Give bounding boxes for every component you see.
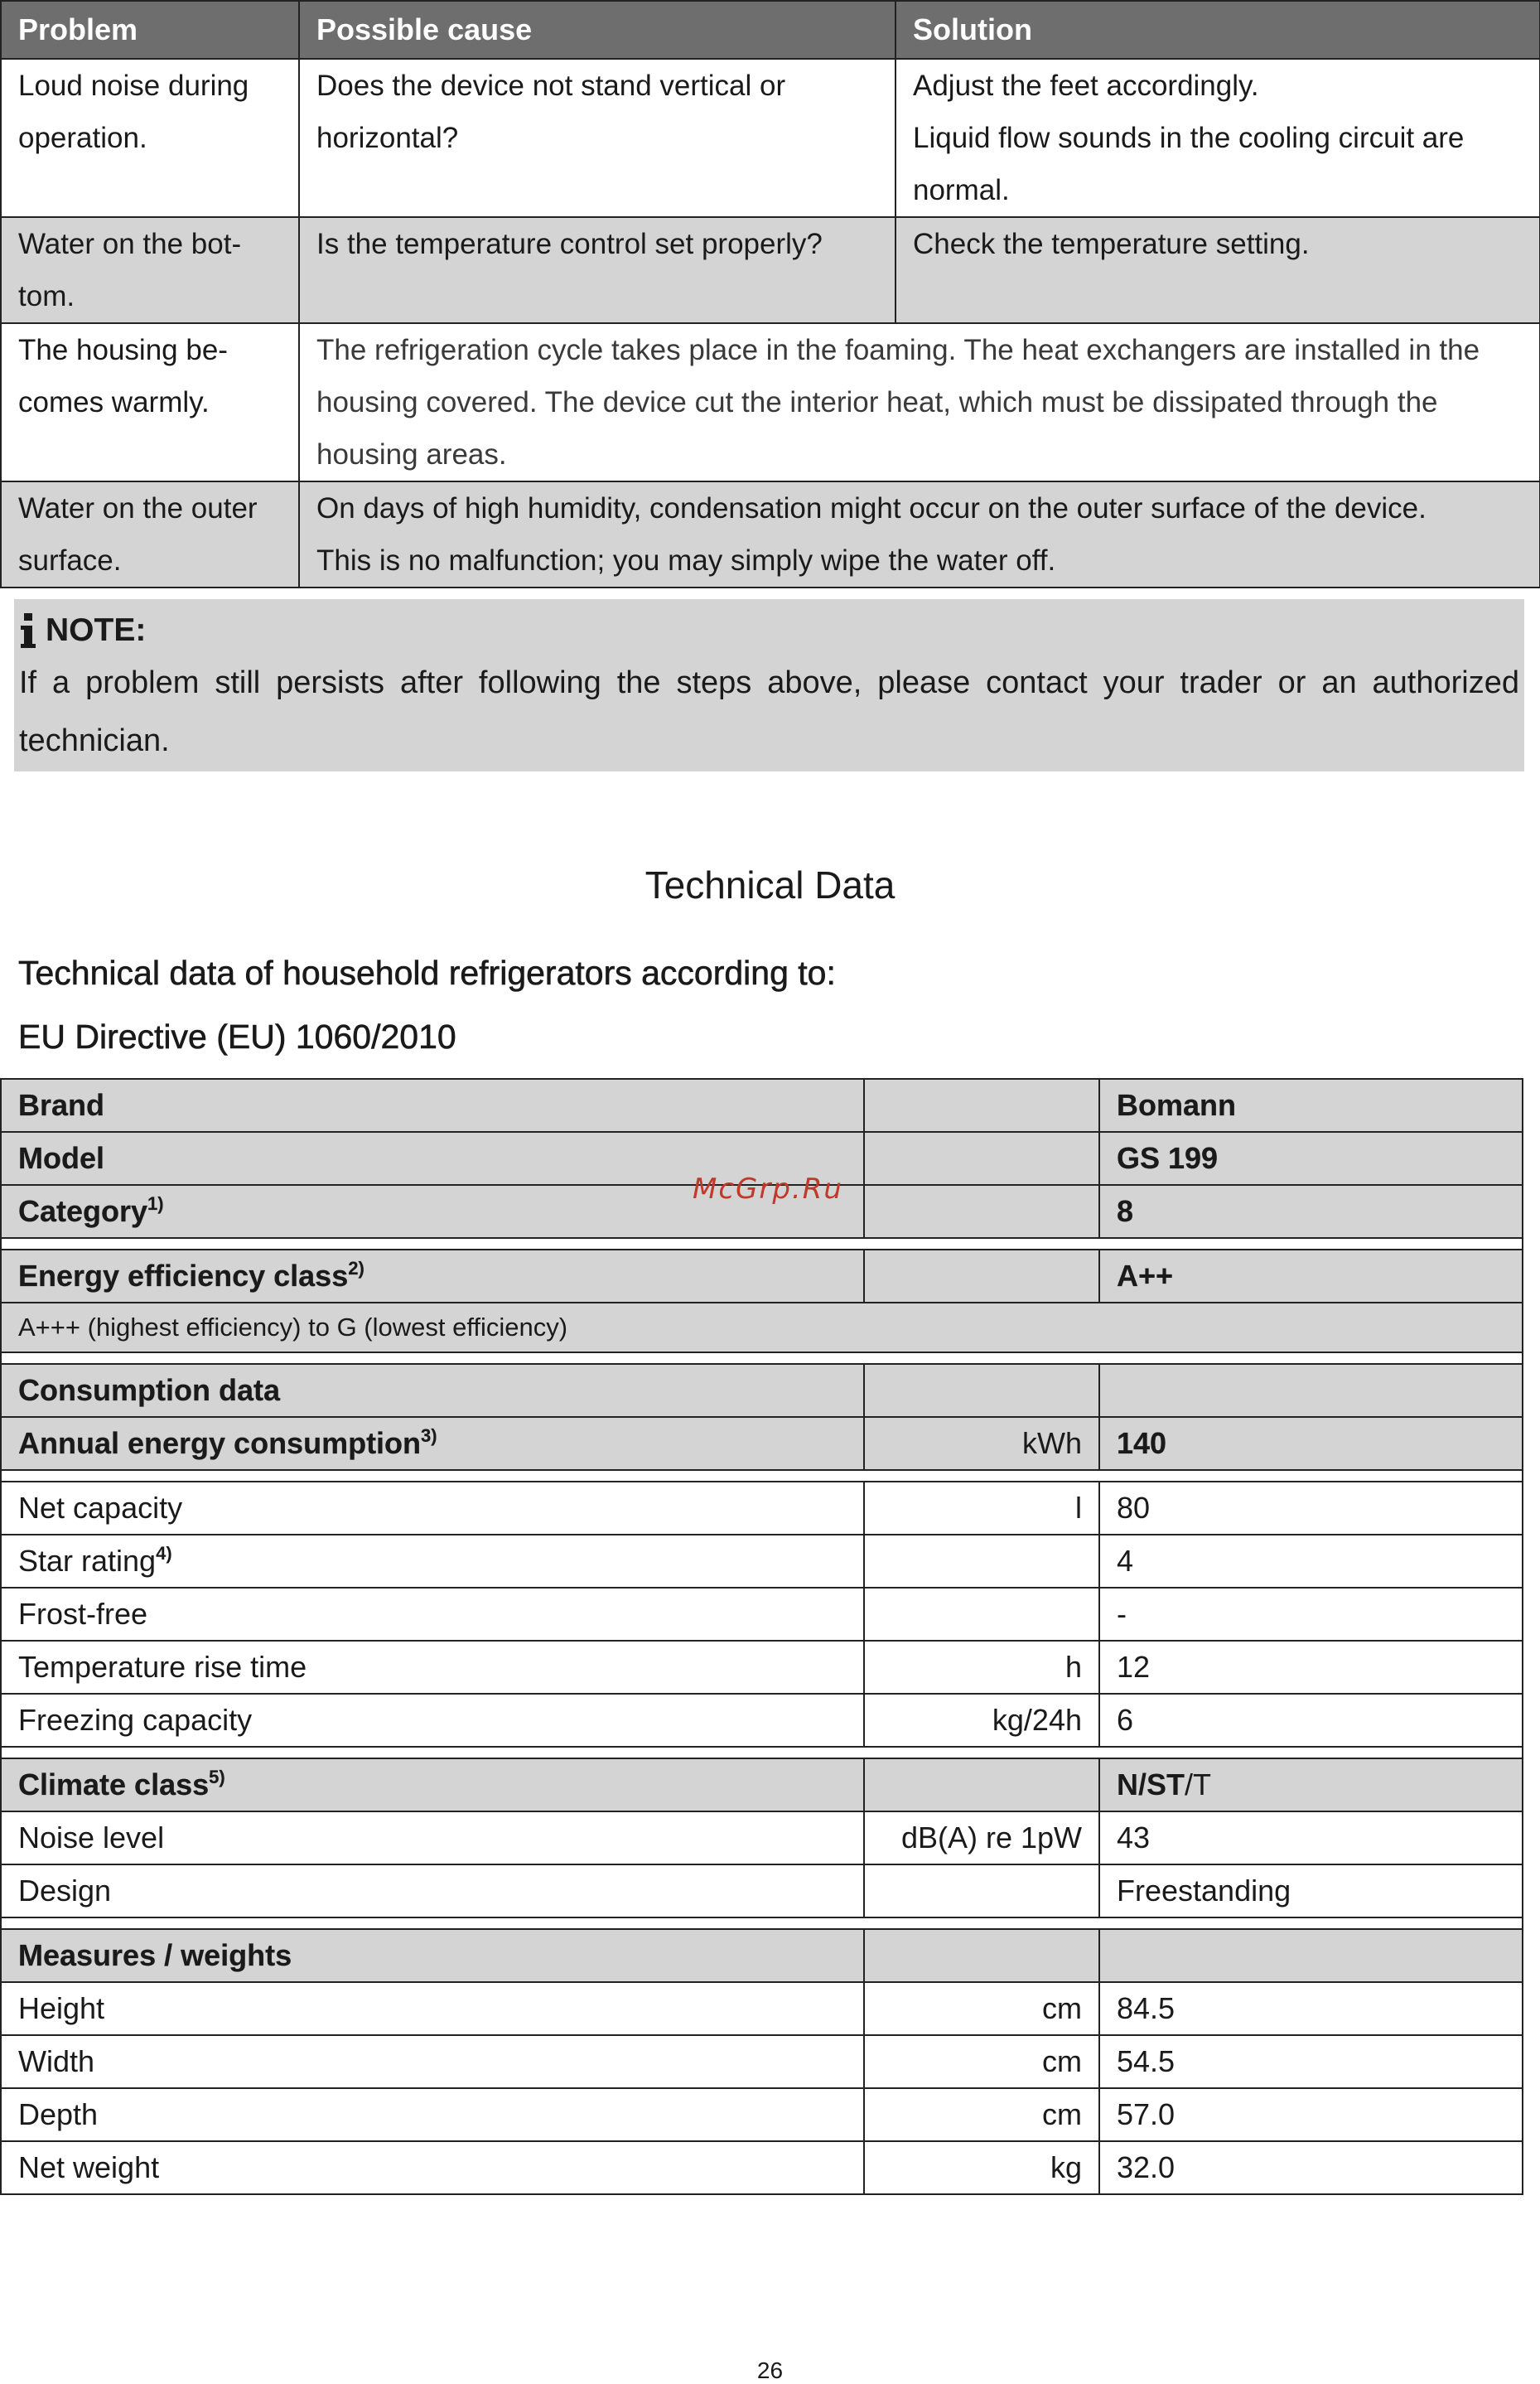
table-row bbox=[1, 481, 1540, 588]
unit-cell: cm bbox=[864, 2088, 1099, 2141]
table-header-row bbox=[1, 1, 1540, 59]
label-cell: Freezing capacity bbox=[1, 1694, 864, 1747]
table-row bbox=[1, 2141, 1523, 2194]
row-separator bbox=[1, 1352, 1523, 1364]
label-cell: Design bbox=[1, 1864, 864, 1917]
value-cell bbox=[1099, 1364, 1523, 1417]
value-cell: GS 199 bbox=[1099, 1132, 1523, 1185]
table-row bbox=[1, 323, 1540, 481]
unit-cell bbox=[864, 1929, 1099, 1982]
unit-cell bbox=[864, 1535, 1099, 1588]
table-row bbox=[1, 2088, 1523, 2141]
value-cell bbox=[1099, 1758, 1523, 1811]
problem-cell: Water on the bot-tom. bbox=[1, 217, 299, 323]
value-cell: - bbox=[1099, 1588, 1523, 1641]
explanation-line: On days of high humidity, condensation might occur on the outer surface of the device. bbox=[316, 492, 1427, 525]
label-cell: Depth bbox=[1, 2088, 864, 2141]
value-cell: 6 bbox=[1099, 1694, 1523, 1747]
value-cell: 43 bbox=[1099, 1811, 1523, 1864]
unit-cell bbox=[864, 1364, 1099, 1417]
footnote-marker: 2) bbox=[348, 1258, 364, 1279]
table-row bbox=[1, 1811, 1523, 1864]
table-row bbox=[1, 1641, 1523, 1694]
label-cell bbox=[1, 1535, 864, 1588]
unit-cell bbox=[864, 1079, 1099, 1132]
explanation-line: This is no malfunction; you may simply wipe the water off. bbox=[316, 544, 1056, 577]
value-cell: 57.0 bbox=[1099, 2088, 1523, 2141]
problem-cell: Loud noise during operation. bbox=[1, 59, 299, 217]
table-row bbox=[1, 2035, 1523, 2088]
note-box bbox=[14, 599, 1524, 771]
row-separator bbox=[1, 1747, 1523, 1758]
label-cell: Model bbox=[1, 1132, 864, 1185]
value-cell: 140 bbox=[1099, 1417, 1523, 1470]
table-row bbox=[1, 1417, 1523, 1470]
section-header-consumption: Consumption data bbox=[1, 1364, 864, 1417]
unit-cell: cm bbox=[864, 2035, 1099, 2088]
climate-value-rest: /T bbox=[1185, 1767, 1212, 1801]
note-text: If a problem still persists after following the steps above, please contact your trader or an authorized technician. bbox=[19, 665, 1519, 758]
footnote-marker: 3) bbox=[421, 1425, 437, 1446]
table-row bbox=[1, 217, 1540, 323]
section-header-row bbox=[1, 1364, 1523, 1417]
label-cell bbox=[1, 1758, 864, 1811]
label-cell: Temperature rise time bbox=[1, 1641, 864, 1694]
unit-cell: dB(A) re 1pW bbox=[864, 1811, 1099, 1864]
value-cell: A++ bbox=[1099, 1250, 1523, 1303]
table-row bbox=[1, 1250, 1523, 1303]
unit-cell bbox=[864, 1250, 1099, 1303]
unit-cell bbox=[864, 1758, 1099, 1811]
subtitle-directive: EU Directive (EU) 1060/2010 bbox=[18, 1018, 456, 1056]
unit-cell: kWh bbox=[864, 1417, 1099, 1470]
unit-cell bbox=[864, 1185, 1099, 1238]
section-header-row bbox=[1, 1929, 1523, 1982]
watermark: McGrp.Ru bbox=[693, 1173, 843, 1206]
unit-cell: cm bbox=[864, 1982, 1099, 2035]
info-icon bbox=[19, 612, 37, 649]
unit-cell bbox=[864, 1588, 1099, 1641]
page-title: Technical Data bbox=[644, 863, 896, 907]
header-problem: Problem bbox=[1, 1, 299, 59]
table-row bbox=[1, 59, 1540, 217]
problem-cell: Water on the outer surface. bbox=[1, 481, 299, 588]
value-cell: 80 bbox=[1099, 1482, 1523, 1535]
footnote-marker: 4) bbox=[156, 1543, 172, 1564]
label-cell: Height bbox=[1, 1982, 864, 2035]
label-text: Star rating bbox=[18, 1544, 157, 1578]
table-row bbox=[1, 1694, 1523, 1747]
value-cell: 8 bbox=[1099, 1185, 1523, 1238]
climate-value-bold: N/ST bbox=[1117, 1767, 1185, 1801]
subtitle-regulation: Technical data of household refrigerators according to: bbox=[18, 954, 836, 992]
merged-explanation-cell bbox=[299, 481, 1540, 588]
solution-line: Adjust the feet accordingly. bbox=[913, 70, 1259, 102]
cause-cell: Does the device not stand vertical or horizontal? bbox=[299, 59, 896, 217]
footnote-marker: 5) bbox=[209, 1767, 225, 1787]
page-number: 26 bbox=[756, 2357, 784, 2383]
table-row bbox=[1, 1482, 1523, 1535]
label-text: Category bbox=[18, 1194, 148, 1228]
row-separator bbox=[1, 1470, 1523, 1482]
value-cell: 32.0 bbox=[1099, 2141, 1523, 2194]
unit-cell: kg/24h bbox=[864, 1694, 1099, 1747]
label-cell: Noise level bbox=[1, 1811, 864, 1864]
table-row bbox=[1, 1758, 1523, 1811]
solution-cell bbox=[896, 59, 1540, 217]
solution-cell: Check the temperature setting. bbox=[896, 217, 1540, 323]
label-cell: Brand bbox=[1, 1079, 864, 1132]
value-cell: 84.5 bbox=[1099, 1982, 1523, 2035]
table-row bbox=[1, 1079, 1523, 1132]
troubleshooting-table bbox=[0, 0, 1540, 588]
unit-cell bbox=[864, 1132, 1099, 1185]
label-text: Climate class bbox=[18, 1767, 210, 1801]
row-separator bbox=[1, 1238, 1523, 1250]
cause-cell: Is the temperature control set properly? bbox=[299, 217, 896, 323]
value-cell: 54.5 bbox=[1099, 2035, 1523, 2088]
unit-cell bbox=[864, 1864, 1099, 1917]
problem-cell: The housing be-comes warmly. bbox=[1, 323, 299, 481]
unit-cell: l bbox=[864, 1482, 1099, 1535]
table-row bbox=[1, 1535, 1523, 1588]
header-possible-cause: Possible cause bbox=[299, 1, 896, 59]
row-separator bbox=[1, 1917, 1523, 1929]
label-cell: Net weight bbox=[1, 2141, 864, 2194]
header-solution: Solution bbox=[896, 1, 1540, 59]
note-title: NOTE: bbox=[46, 612, 147, 648]
table-row bbox=[1, 1588, 1523, 1641]
table-row bbox=[1, 1982, 1523, 2035]
label-cell: Width bbox=[1, 2035, 864, 2088]
merged-explanation-cell: The refrigeration cycle takes place in the foaming. The heat exchangers are installed in the housing covered. The device cut the interior heat, which must be dissipated through the housing areas. bbox=[299, 323, 1540, 481]
value-cell: Freestanding bbox=[1099, 1864, 1523, 1917]
table-row bbox=[1, 1864, 1523, 1917]
footnote-marker: 1) bbox=[147, 1193, 164, 1214]
solution-line: Liquid flow sounds in the cooling circuit are normal. bbox=[913, 122, 1465, 206]
label-cell bbox=[1, 1250, 864, 1303]
value-cell bbox=[1099, 1929, 1523, 1982]
technical-data-table bbox=[0, 1078, 1523, 2195]
unit-cell: h bbox=[864, 1641, 1099, 1694]
unit-cell: kg bbox=[864, 2141, 1099, 2194]
section-header-measures: Measures / weights bbox=[1, 1929, 864, 1982]
efficiency-legend: A+++ (highest efficiency) to G (lowest efficiency) bbox=[1, 1303, 1523, 1352]
value-cell: 12 bbox=[1099, 1641, 1523, 1694]
label-text: Energy efficiency class bbox=[18, 1259, 349, 1293]
label-text: Annual energy consumption bbox=[18, 1426, 422, 1460]
label-cell: Net capacity bbox=[1, 1482, 864, 1535]
value-cell: 4 bbox=[1099, 1535, 1523, 1588]
label-cell: Frost-free bbox=[1, 1588, 864, 1641]
value-cell: Bomann bbox=[1099, 1079, 1523, 1132]
label-cell bbox=[1, 1417, 864, 1470]
efficiency-legend-row bbox=[1, 1303, 1523, 1352]
